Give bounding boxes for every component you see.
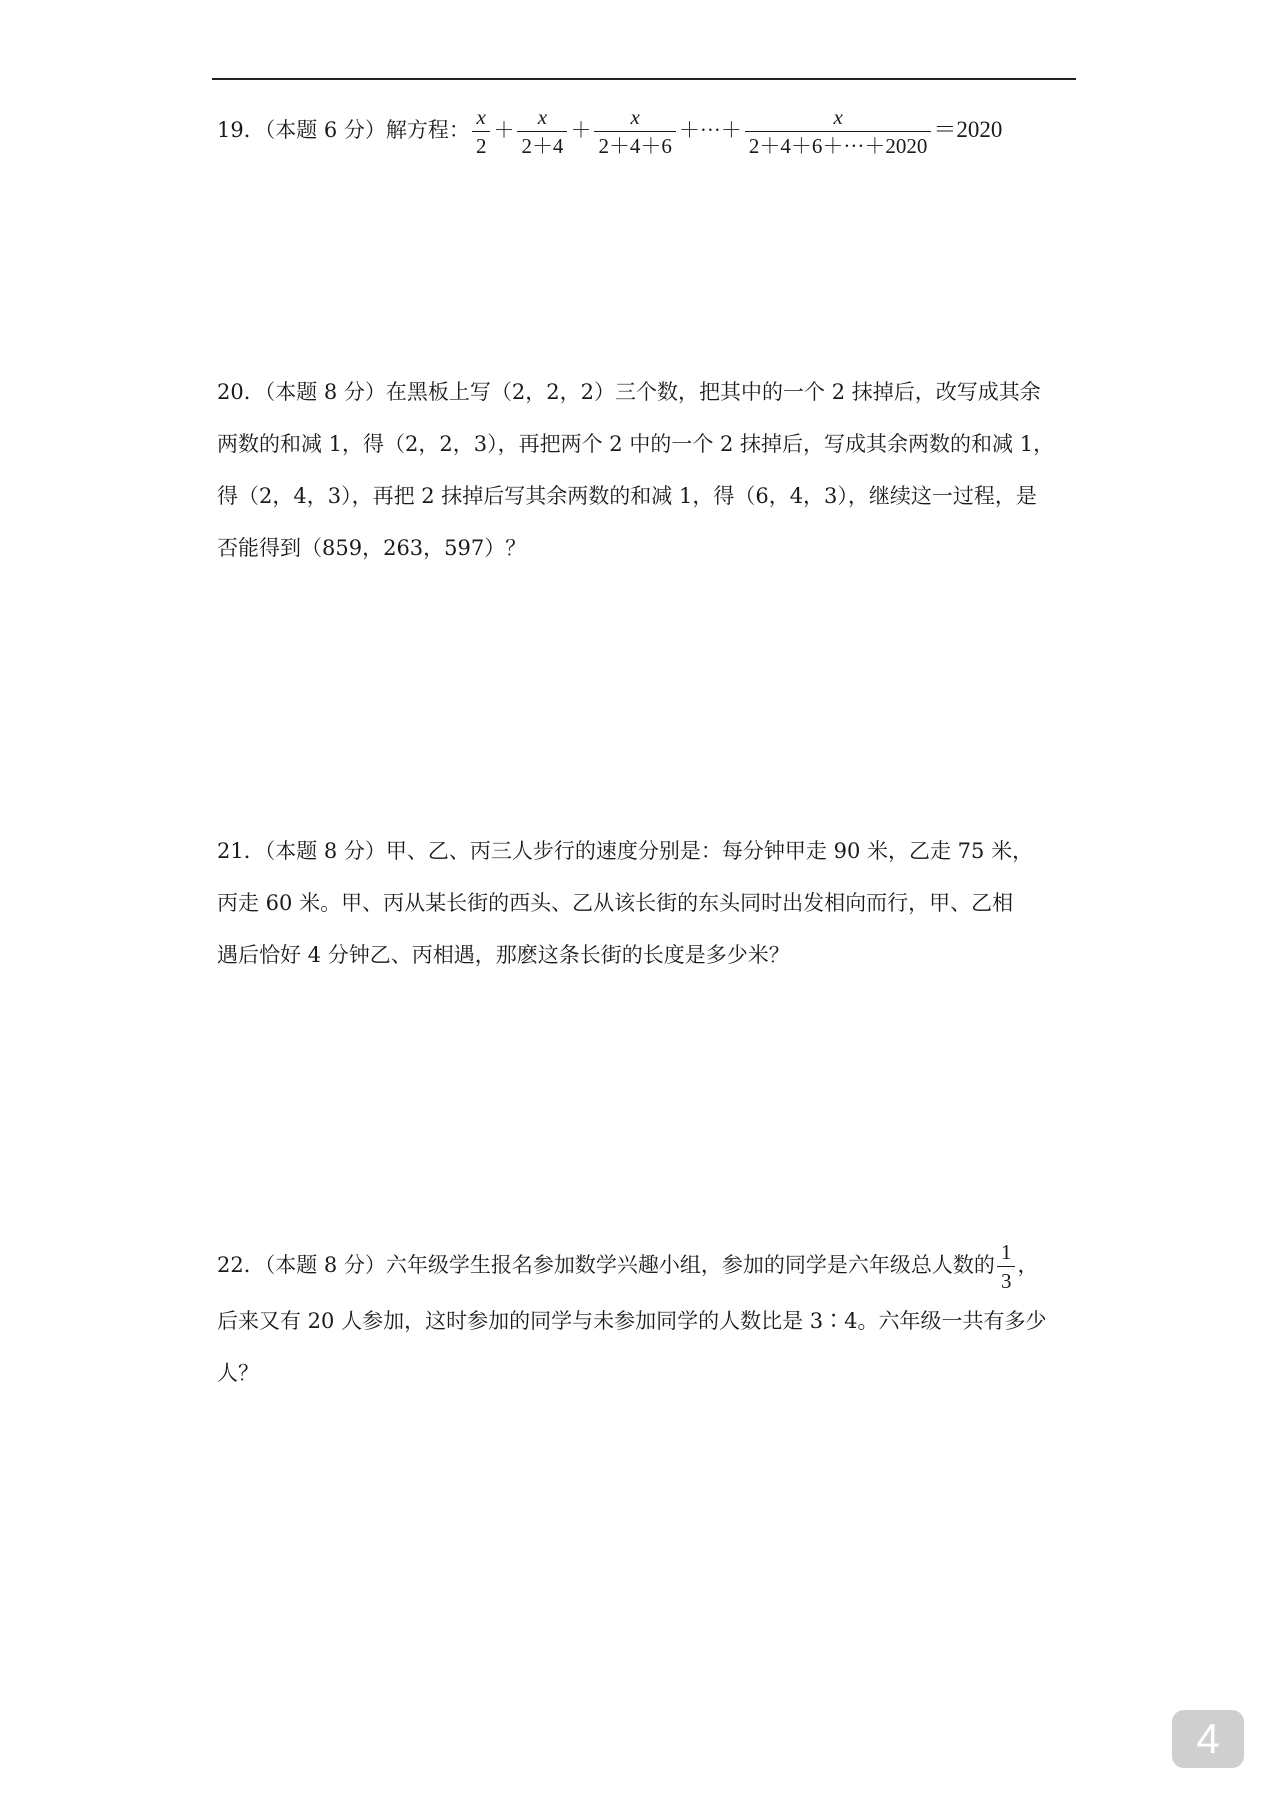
fraction-2: $\frac{x}{2+4}$	[517, 103, 567, 160]
fraction-1: $\frac{x}{2}$	[472, 103, 491, 160]
page-number-badge: 4	[1172, 1710, 1244, 1768]
q21-line: 丙走 60 米。甲、丙从某长街的西头、乙从该长街的东头同时出发相向而行，甲、乙相	[217, 891, 1014, 915]
q22-line: 后来又有 20 人参加，这时参加的同学与未参加同学的人数比是 3∶4。六年级一共有多少	[217, 1309, 1047, 1333]
question-21	[217, 825, 1077, 981]
fraction-one-third: $\frac{1}{3}$	[997, 1238, 1016, 1295]
q20-line: 20．（本题 8 分）在黑板上写（2，2，2）三个数，把其中的一个 2 抹掉后，改写成其余	[217, 380, 1041, 404]
q22-line: 22．（本题 8 分）六年级学生报名参加数学兴趣小组，参加的同学是六年级总人数的	[217, 1253, 995, 1277]
question-19: 19．（本题 6 分）解方程： $\frac{x}{2}$ ＋ $\frac{x}{2+4}$ ＋ $\frac{x}{2+4+6}$ ＋···＋ $\frac{x}{2+4+6+\cdot\cdot\cdot+2020}$ ＝2020	[217, 105, 1003, 158]
q22-line: 人？	[217, 1361, 259, 1385]
q20-line: 得（2，4，3），再把 2 抹掉后写其余两数的和减 1，得（6，4，3），继续这一过程，是	[217, 484, 1037, 508]
q21-line: 21．（本题 8 分）甲、乙、丙三人步行的速度分别是：每分钟甲走 90 米，乙走 75 米，	[217, 839, 1034, 863]
question-22: 22．（本题 8 分）六年级学生报名参加数学兴趣小组，参加的同学是六年级总人数的 $\frac{1}{3}$ ， 后来又有 20 人参加，这时参加的同学与未参加同学的人数比是 3∶4。六年级一共有多少 人？	[217, 1238, 1077, 1399]
q20-line: 两数的和减 1，得（2，2，3），再把两个 2 中的一个 2 抹掉后，写成其余两数的和减 1，	[217, 432, 1055, 456]
equation-rhs: ＝2020	[933, 117, 1003, 142]
fraction-4: $\frac{x}{2+4+6+\cdot\cdot\cdot+2020}$	[745, 103, 931, 160]
question-20	[217, 366, 1077, 574]
q19-label: 19．（本题 6 分）解方程：	[217, 118, 470, 142]
header-rule	[212, 78, 1076, 80]
q20-line: 否能得到（859，263，597）？	[217, 536, 527, 560]
ellipsis-plus: ＋···＋	[678, 118, 742, 142]
fraction-3: $\frac{x}{2+4+6}$	[594, 103, 676, 160]
q21-line: 遇后恰好 4 分钟乙、丙相遇，那麽这条长街的长度是多少米？	[217, 943, 790, 967]
